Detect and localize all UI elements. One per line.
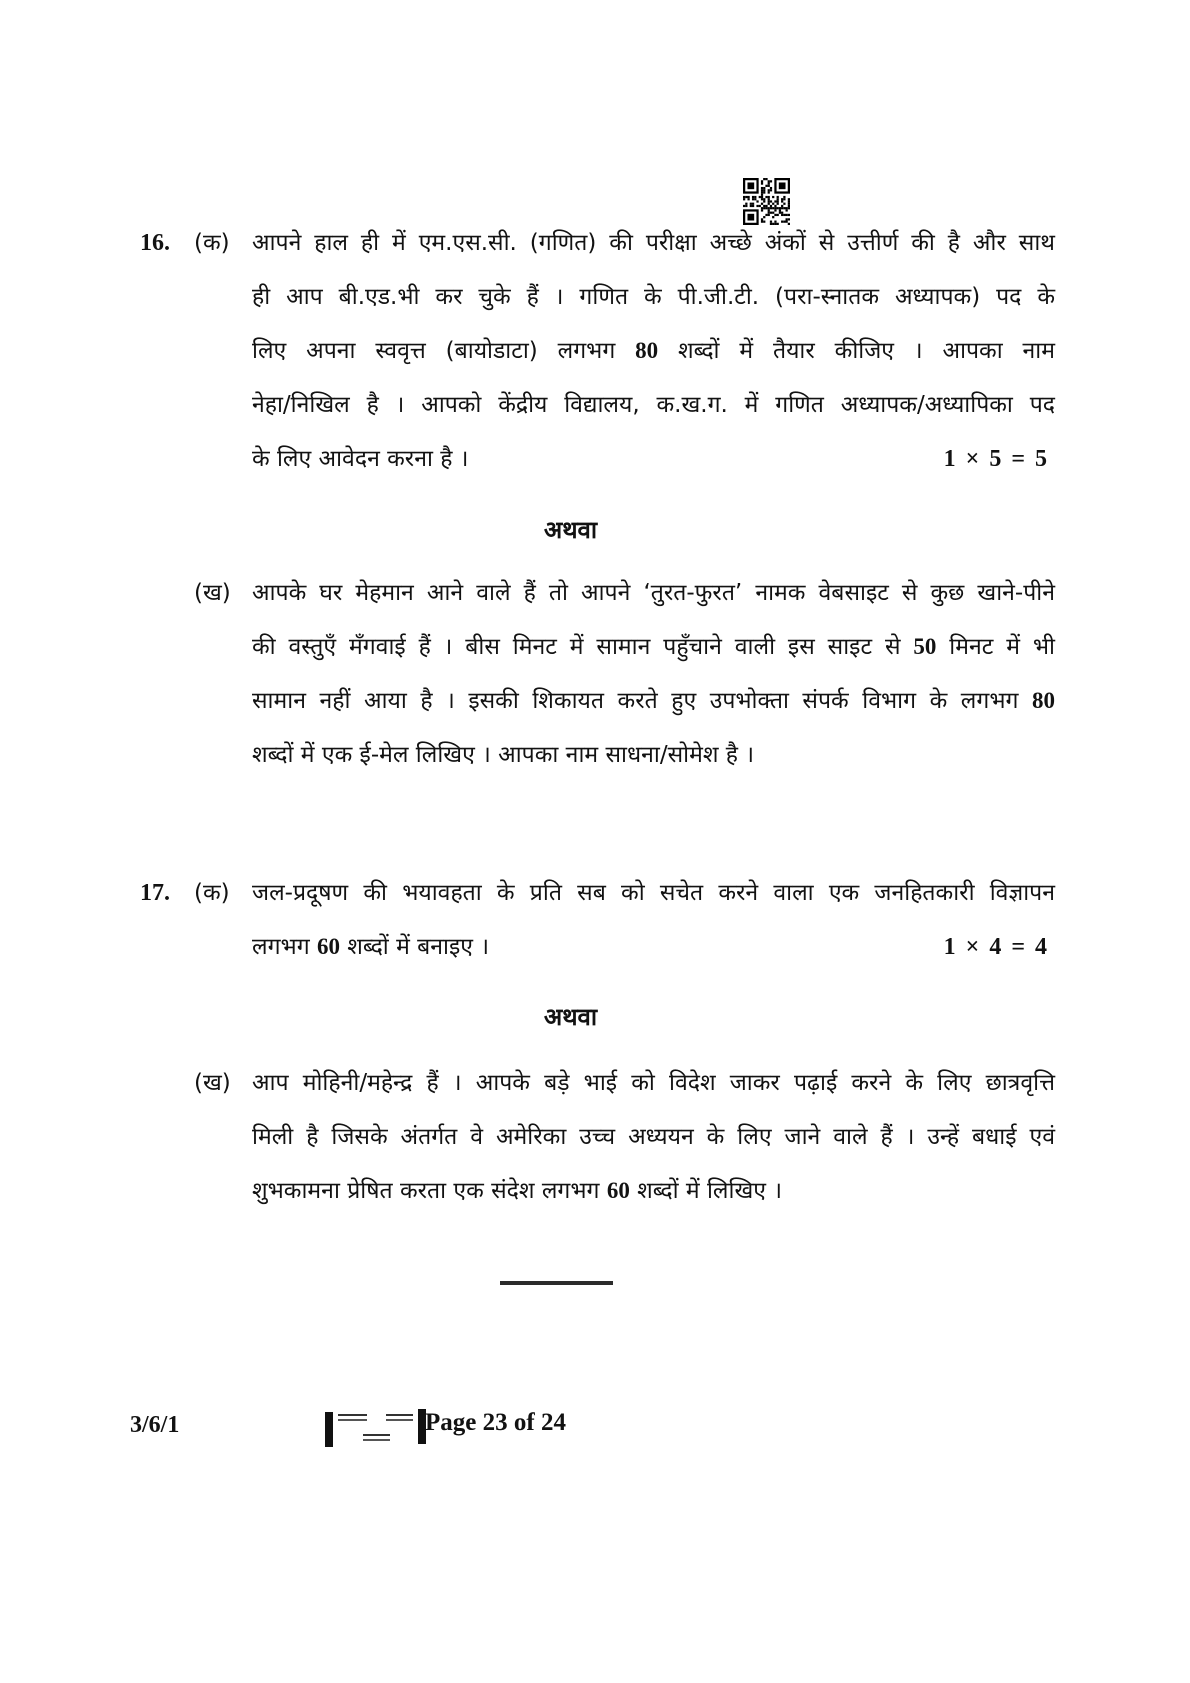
text-run: जल-प्रदूषण की भयावहता के प्रति सब को सचेत करने वाला एक जनहितकारी विज्ञापन <box>252 880 1055 906</box>
regmark-line <box>363 1434 390 1441</box>
text-run: आपने हाल ही में एम.एस.सी. (गणित) की परीक्षा अच्छे अंकों से उत्तीर्ण की है और साथ <box>252 230 1055 256</box>
text-run: शुभकामना प्रेषित करता एक संदेश लगभग <box>252 1178 607 1204</box>
question-16-part-a <box>130 216 1055 486</box>
text-run: सामान नहीं आया है । इसकी शिकायत करते हुए उपभोक्ता संपर्क विभाग के लगभग <box>252 688 1032 714</box>
question-text-line <box>130 378 1055 432</box>
bold-number: 60 <box>606 1178 630 1203</box>
question-17-part-a <box>130 866 1055 974</box>
part-label: (ख) <box>194 580 231 606</box>
line-text <box>252 378 1055 432</box>
question-text-line <box>130 1164 1055 1218</box>
question-text-line <box>130 566 1055 620</box>
part-label: (ख) <box>194 1070 231 1096</box>
text-run: ही आप बी.एड.भी कर चुके हैं । गणित के पी.जी.टी. (परा-स्नातक अध्यापक) पद के <box>252 284 1055 310</box>
regmark-left-bar <box>325 1412 333 1447</box>
line-text <box>252 1164 1055 1218</box>
text-run: लगभग <box>252 934 317 960</box>
question-text-line <box>130 216 1055 270</box>
line-text <box>252 728 1055 782</box>
text-run: शब्दों में बनाइए । <box>339 934 490 960</box>
text-run: शब्दों में एक ई-मेल लिखिए । आपका नाम साधना/सोमेश है । <box>252 742 755 768</box>
question-number: 16. <box>140 230 170 256</box>
text-run: शब्दों में तैयार कीजिए । आपका नाम <box>658 338 1055 364</box>
text-run: आपके घर मेहमान आने वाले हैं तो आपने ‘तुरत-फुरत’ नामक वेबसाइट से कुछ खाने-पीने <box>252 580 1055 606</box>
line-text <box>252 216 1055 270</box>
question-text-line <box>130 1110 1055 1164</box>
question-text-line <box>130 728 1055 782</box>
question-text-line <box>130 620 1055 674</box>
part-label: (क) <box>194 230 230 256</box>
question-17-part-b <box>130 1056 1055 1218</box>
line-text <box>252 866 1055 920</box>
question-text-line <box>130 920 1055 974</box>
question-text-line <box>130 674 1055 728</box>
question-text-line <box>130 432 1055 486</box>
line-text <box>252 432 1055 486</box>
line-text <box>252 324 1055 378</box>
regmark-line <box>338 1414 367 1421</box>
or-divider: अथवा <box>543 516 598 544</box>
line-text <box>252 270 1055 324</box>
text-run: शब्दों में लिखिए । <box>629 1178 783 1204</box>
text-run: लिए अपना स्ववृत्त (बायोडाटा) लगभग <box>252 338 636 364</box>
line-text <box>252 920 1055 974</box>
text-run: के लिए आवेदन करना है । <box>252 446 469 472</box>
end-of-section-rule <box>500 1281 613 1285</box>
question-text-line <box>130 1056 1055 1110</box>
question-text-line <box>130 324 1055 378</box>
or-divider: अथवा <box>543 1003 598 1031</box>
marks-value: 1 × 5 = 5 <box>943 446 1049 472</box>
page-number: Page 23 of 24 <box>425 1409 566 1436</box>
text-run: मिनट में भी <box>936 634 1055 660</box>
question-text-line <box>130 866 1055 920</box>
text-run: की वस्तुएँ मँगवाई हैं । बीस मिनट में सामान पहुँचाने वाली इस साइट से <box>252 634 914 660</box>
paper-code: 3/6/1 <box>130 1412 180 1438</box>
text-run: नेहा/निखिल है । आपको केंद्रीय विद्यालय, क.ख.ग. में गणित अध्यापक/अध्यापिका पद <box>252 392 1055 418</box>
text-run: मिली है जिसके अंतर्गत वे अमेरिका उच्च अध्ययन के लिए जाने वाले हैं । उन्हें बधाई एवं <box>252 1124 1055 1150</box>
line-text <box>252 1110 1055 1164</box>
line-text <box>252 566 1055 620</box>
line-text <box>252 1056 1055 1110</box>
question-text-line <box>130 270 1055 324</box>
bold-number: 80 <box>635 338 659 363</box>
line-text <box>252 620 1055 674</box>
text-run: आप मोहिनी/महेन्द्र हैं । आपके बड़े भाई को विदेश जाकर पढ़ाई करने के लिए छात्रवृत्ति <box>252 1070 1055 1096</box>
line-text <box>252 674 1055 728</box>
bold-number: 50 <box>913 634 937 659</box>
question-16-part-b <box>130 566 1055 782</box>
registration-mark-icon <box>325 1409 426 1448</box>
part-label: (क) <box>194 880 230 906</box>
marks-value: 1 × 4 = 4 <box>943 934 1049 960</box>
bold-number: 60 <box>316 934 340 959</box>
question-number: 17. <box>140 880 170 906</box>
regmark-line <box>386 1414 413 1421</box>
bold-number: 80 <box>1032 688 1055 713</box>
